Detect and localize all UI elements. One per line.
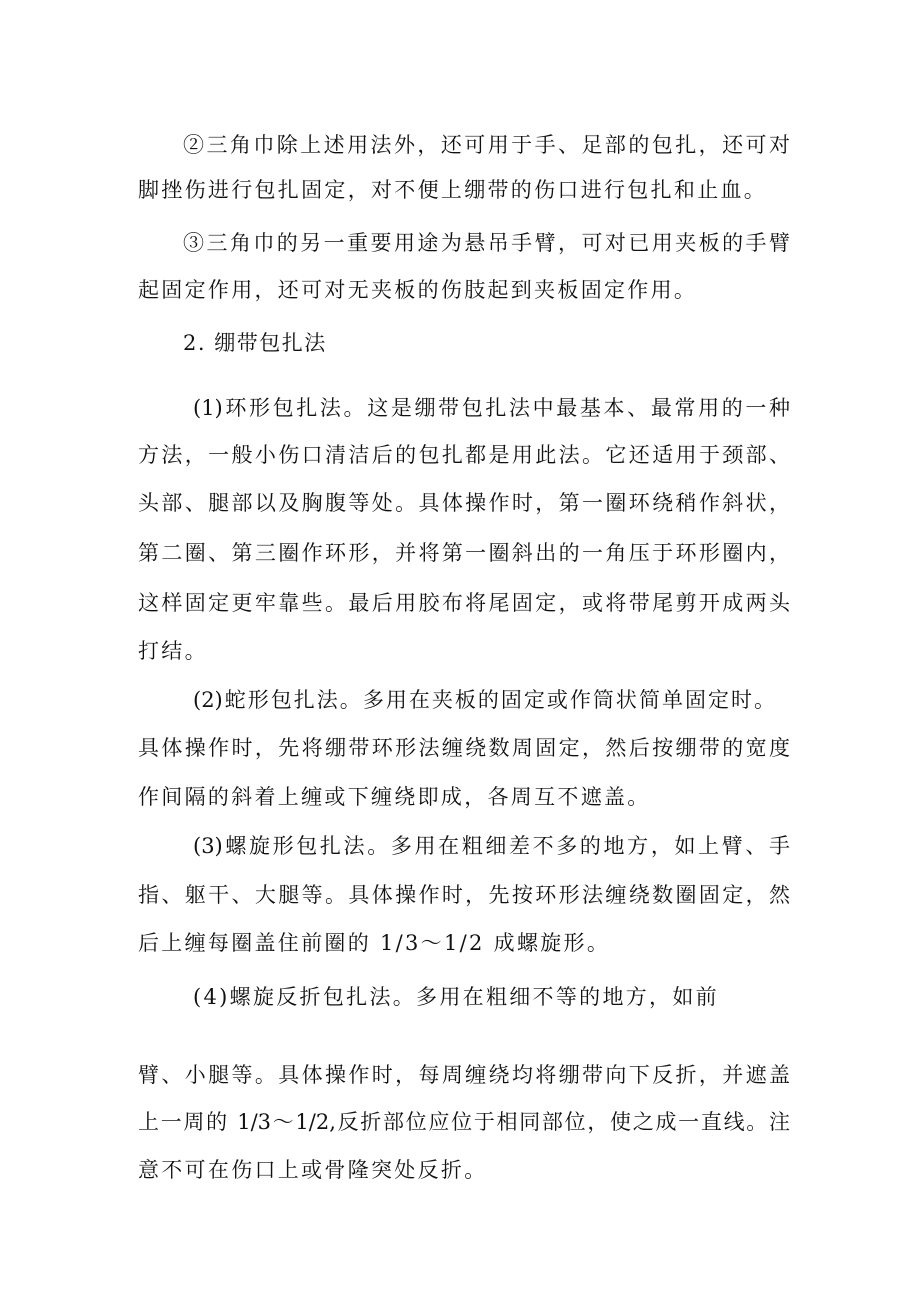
paragraph-line: 臂、小腿等。具体操作时，每周缠绕均将绷带向下反折，并遮盖 <box>138 1063 790 1087</box>
paragraph-line: (4)螺旋反折包扎法。多用在粗细不等的地方，如前 <box>193 985 719 1009</box>
paragraph-line: 具体操作时，先将绷带环形法缠绕数周固定，然后按绷带的宽度 <box>138 736 790 760</box>
paragraph-line: 作间隔的斜着上缠或下缠绕即成，各周互不遮盖。 <box>138 785 651 809</box>
paragraph-line: ②三角巾除上述用法外，还可用于手、足部的包扎，还可对 <box>183 133 790 157</box>
paragraph-line: 意不可在伤口上或骨隆突处反折。 <box>138 1158 488 1182</box>
paragraph-line: 打结。 <box>138 639 208 663</box>
section-heading: 2. 绷带包扎法 <box>183 331 327 355</box>
paragraph-line: (1)环形包扎法。这是绷带包扎法中最基本、最常用的一种 <box>193 396 790 420</box>
paragraph-line: 指、躯干、大腿等。具体操作时，先按环形法缠绕数圈固定，然 <box>138 883 790 907</box>
paragraph-line: (2)蛇形包扎法。多用在夹板的固定或作筒状简单固定时。 <box>193 688 775 712</box>
paragraph-line: 脚挫伤进行包扎固定，对不便上绷带的伤口进行包扎和止血。 <box>138 178 768 202</box>
paragraph-line: 这样固定更牢靠些。最后用胶布将尾固定，或将带尾剪开成两头 <box>138 591 790 615</box>
paragraph-line: 起固定作用，还可对无夹板的伤肢起到夹板固定作用。 <box>138 278 698 302</box>
paragraph-line: 上一周的 1/3～1/2,反折部位应位于相同部位，使之成一直线。注 <box>138 1110 790 1134</box>
paragraph-line: ③三角巾的另一重要用途为悬吊手臂，可对已用夹板的手臂 <box>183 231 790 255</box>
paragraph-line: 头部、腿部以及胸腹等处。具体操作时，第一圈环绕稍作斜状， <box>138 491 790 515</box>
paragraph-line: 方法，一般小伤口清洁后的包扎都是用此法。它还适用于颈部、 <box>138 443 790 467</box>
paragraph-line: 第二圈、第三圈作环形，并将第一圈斜出的一角压于环形圈内， <box>138 541 790 565</box>
paragraph-line: (3)螺旋形包扎法。多用在粗细差不多的地方，如上臂、手 <box>193 834 790 858</box>
paragraph-line: 后上缠每圈盖住前圈的 1/3～1/2 成螺旋形。 <box>138 931 611 955</box>
